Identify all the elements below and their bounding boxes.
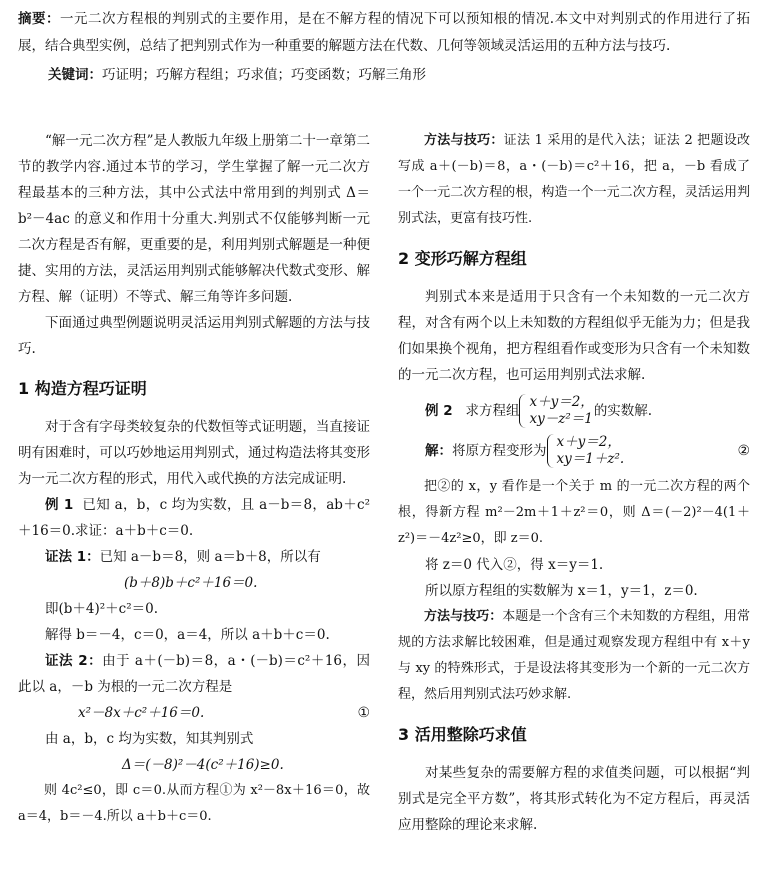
proof-1-equation: (b＋8)b＋c²＋16＝0. — [124, 575, 258, 591]
equation-number-1: ① — [357, 705, 370, 721]
solution-eq-2: xy＝1＋z². — [556, 451, 625, 467]
example-2-post: 的实数解. — [593, 403, 653, 419]
example-1-text: 已知 a，b，c 均为实数，且 a－b＝8，ab＋c²＋16＝0.求证：a＋b＋c＝0. — [18, 497, 370, 539]
brace-icon — [519, 394, 526, 428]
tips-1 — [398, 128, 750, 232]
solution-eq-1: x＋y＝2， — [556, 434, 621, 450]
proof-2-equation-row — [18, 700, 370, 726]
proof-1-label: 证法 1： — [45, 549, 100, 565]
abstract-text: 一元二次方程根的判别式的主要作用，是在不解方程的情况下可以预知根的情况.本文中对判别式的作用进行了拓展，结合典型实例，总结了把判别式作为一种重要的解题方法在代数、几何等领域灵活运用的五种方法与技巧. — [18, 11, 750, 54]
proof-1-text: 已知 a－b＝8，则 a＝b＋8，所以有 — [99, 549, 321, 565]
proof-2-discriminant: Δ＝(－8)²－4(c²＋16)≥0. — [122, 757, 284, 773]
solution-line — [398, 434, 624, 468]
section-3-title: 3 活用整除巧求值 — [398, 725, 527, 744]
tips-1-text: 证法 1 采用的是代入法；证法 2 把题设改写成 a＋(－b)＝8，a・(－b)＝c²＋16，把 a，－b 看成了一个一元二次方程的根，构造一个一元二次方程，灵活运用判别式法，更富有技巧性. — [398, 133, 750, 226]
example-2-eq-1: x＋y＝2， — [529, 394, 594, 410]
tips-2-label: 方法与技巧： — [424, 609, 503, 624]
intro-paragraph-1: “解一元二次方程”是人教版九年级上册第二十一章第二节的教学内容.通过本节的学习，学生掌握了解一元二次方程最基本的三种方法，其中公式法中常用到的判别式 Δ＝b²－4ac 的意义和作用十分重大.判别式不仅能够判断一元二次方程是否有解，更重要的是，利用判别式解题是一种便捷、实用的方法，灵活运用判别式能够解决代数式变形、解方程、解（证明）不等式、解三角等许多问题. — [18, 133, 370, 305]
keywords-label: 关键词： — [48, 67, 103, 83]
section-1-text: 对于含有字母类较复杂的代数恒等式证明题，当直接证明有困难时，可以巧妙地运用判别式，通过构造法将其变形为一元二次方程的形式，用代入或代换的方法完成证明. — [18, 419, 370, 487]
solution-system — [547, 434, 625, 468]
example-1-label: 例 1 — [45, 497, 74, 513]
proof-1-line-3: 解得 b＝－4，c＝0，a＝4，所以 a＋b＋c＝0. — [45, 627, 330, 643]
section-1-title: 1 构造方程巧证明 — [18, 379, 147, 398]
keywords-paragraph — [18, 62, 750, 89]
example-2-label: 例 2 — [425, 403, 453, 419]
intro-paragraph-2: 下面通过典型例题说明灵活运用判别式解题的方法与技巧. — [18, 315, 370, 357]
section-2-title: 2 变形巧解方程组 — [398, 249, 527, 268]
proof-1 — [18, 544, 370, 570]
example-2-eq-2: xy－z²＝1 — [529, 411, 593, 427]
solution-pre: 将原方程变形为 — [452, 443, 547, 459]
example-2 — [398, 394, 750, 428]
section-2-text: 判别式本来是适用于只含有一个未知数的一元二次方程，对含有两个以上未知数的方程组似乎无能为力；但是我们如果换个视角，把方程组看作或变形为只含有一个未知数的一元二次方程，也可运用判别式法求解. — [398, 289, 750, 383]
section-3-text: 对某些复杂的需要解方程的求值类问题，可以根据“判别式是完全平方数”，将其形式转化为不定方程后，再灵活应用整除的理论来求解. — [398, 765, 750, 833]
proof-2-line-3: 则 4c²≤0，即 c＝0.从而方程①为 x²－8x＋16＝0，故 a＝4，b＝－4.所以 a＋b＋c＝0. — [18, 783, 370, 824]
proof-2-label: 证法 2： — [45, 653, 103, 669]
proof-2-equation: x²－8x＋c²＋16＝0. — [78, 705, 205, 721]
right-column — [398, 128, 750, 838]
abstract-label: 摘要： — [18, 11, 60, 27]
abstract-block — [18, 6, 750, 89]
left-column — [18, 128, 370, 830]
proof-2-line-2: 由 a，b，c 均为实数，知其判别式 — [45, 731, 254, 747]
example-2-system — [519, 394, 593, 428]
example-2-pre: 求方程组 — [465, 403, 520, 419]
example-1 — [18, 492, 370, 544]
equation-number-2: ② — [737, 443, 750, 459]
solution-label: 解： — [425, 443, 452, 459]
solution-row — [398, 434, 750, 468]
abstract-paragraph — [18, 6, 750, 60]
solution-line-3: 所以原方程组的实数解为 x＝1，y＝1，z＝0. — [425, 583, 698, 599]
tips-1-label: 方法与技巧： — [424, 133, 504, 148]
solution-line-1: 把②的 x，y 看作是一个关于 m 的一元二次方程的两个根，得新方程 m²－2m＋1＋z²＝0，则 Δ＝(－2)²－4(1＋z²)＝－4z²≥0，即 z＝0. — [398, 479, 750, 546]
proof-1-line-2: 即(b＋4)²＋c²＝0. — [45, 601, 159, 617]
proof-2 — [18, 648, 370, 700]
tips-2-text: 本题是一个含有三个未知数的方程组，用常规的方法求解比较困难，但是通过观察发现方程组中有 x＋y 与 xy 的特殊形式，于是设法将其变形为一个新的一元二次方程，然后用判别式法巧妙求解. — [398, 609, 750, 702]
brace-icon — [547, 434, 554, 468]
tips-2 — [398, 604, 750, 708]
solution-line-2: 将 z＝0 代入②，得 x＝y＝1. — [425, 557, 604, 573]
proof-2-text: 由于 a＋(－b)＝8，a・(－b)＝c²＋16，因此以 a，－b 为根的一元二次方程是 — [18, 653, 370, 695]
example-2-line — [398, 394, 652, 428]
keywords-text: 巧证明；巧解方程组；巧求值；巧变函数；巧解三角形 — [102, 67, 427, 83]
